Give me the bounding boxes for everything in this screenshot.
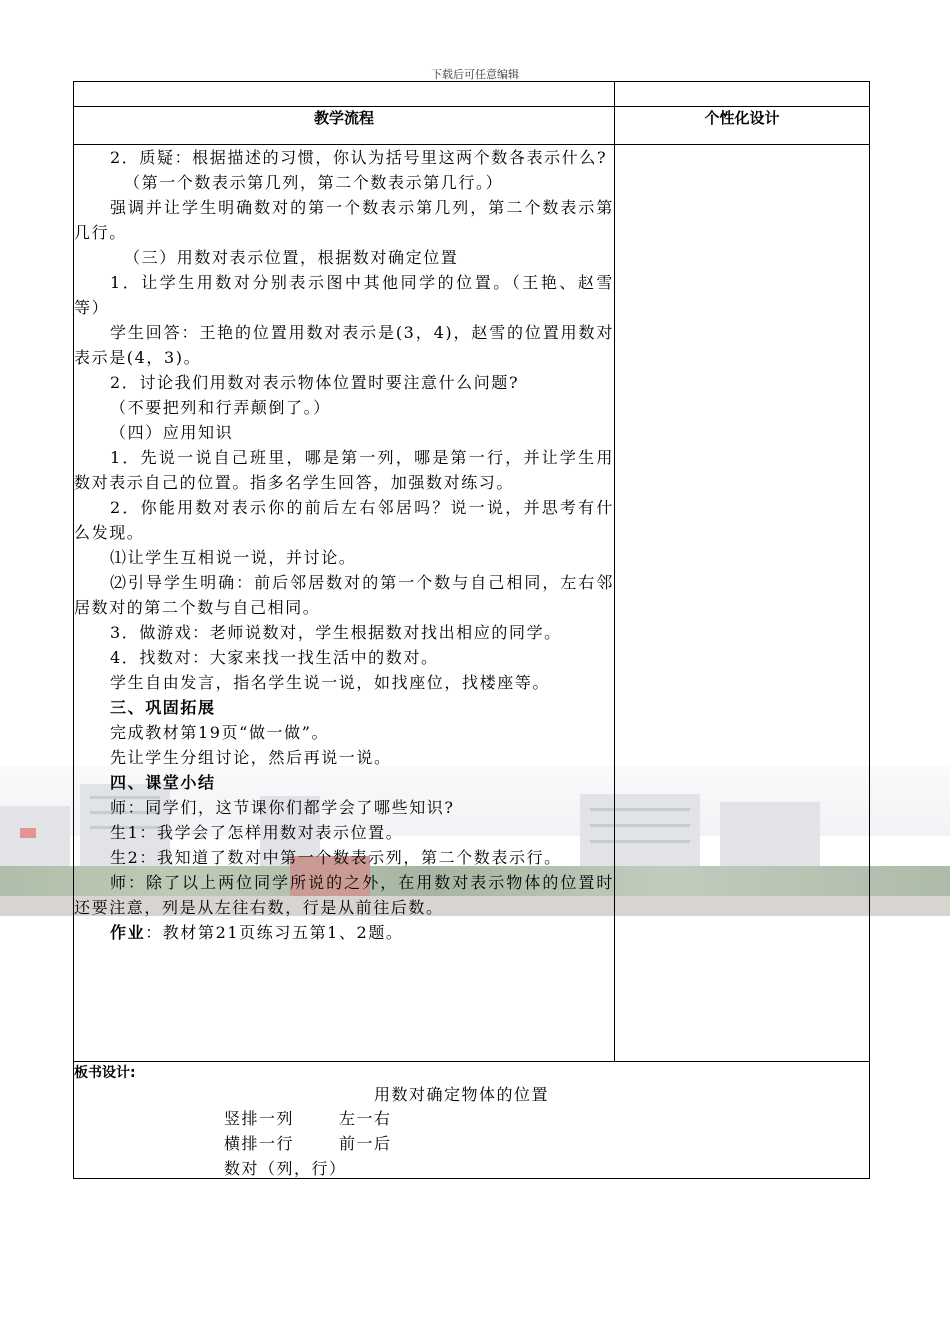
content-paragraph: ⑴让学生互相说一说，并讨论。 [110,548,357,567]
content-paragraph: 师：同学们，这节课你们都学会了哪些知识? [110,798,455,817]
homework-label: 作业 [110,923,146,942]
content-paragraph [74,920,614,945]
section-heading: 三、巩固拓展 [110,698,216,717]
content-paragraph: （三）用数对表示位置，根据数对确定位置 [124,248,459,267]
content-paragraph: 完成教材第19页“做一做”。 [110,723,330,742]
teaching-process-content [74,145,615,1062]
board-line [224,1106,392,1129]
content-paragraph: 先让学生分组讨论，然后再说一说。 [110,748,392,767]
content-paragraph: 4．找数对：大家来找一找生活中的数对。 [110,648,439,667]
section-heading: 四、课堂小结 [110,773,216,792]
board-line-right: 前一后 [339,1134,392,1153]
content-paragraph: 2．你能用数对表示你的前后左右邻居吗？说一说，并思考有什么发现。 [74,498,614,542]
content-paragraph: 学生回答：王艳的位置用数对表示是(3，4)，赵雪的位置用数对表示是(4，3)。 [74,323,614,367]
blackboard-design [74,1062,870,1179]
content-paragraph [74,695,614,720]
content-paragraph: 2．讨论我们用数对表示物体位置时要注意什么问题? [110,373,520,392]
board-line-right: 左一右 [339,1109,392,1128]
content-paragraph: 2．质疑：根据描述的习惯，你认为括号里这两个数各表示什么? [110,148,608,167]
content-paragraph: 强调并让学生明确数对的第一个数表示第几列，第二个数表示第几行。 [74,198,614,242]
header-teaching-process: 教学流程 [74,107,615,145]
empty-cell-right [615,82,870,107]
empty-cell-left [74,82,615,107]
homework-text: ：教材第21页练习五第1、2题。 [145,923,404,942]
header-personal-design: 个性化设计 [615,107,870,145]
content-paragraph: 学生自由发言，指名学生说一说，如找座位，找楼座等。 [110,673,551,692]
board-label: 板书设计: [74,1065,136,1081]
content-paragraph: 1．先说一说自己班里，哪是第一列，哪是第一行，并让学生用数对表示自己的位置。指多名学生回答，加强数对练习。 [74,448,614,492]
lesson-table [73,81,870,1179]
content-paragraph: （四）应用知识 [110,423,234,442]
content-paragraph: 1．让学生用数对分别表示图中其他同学的位置。（王艳、赵雪等） [74,273,614,317]
content-paragraph: 生2：我知道了数对中第一个数表示列，第二个数表示行。 [110,848,562,867]
board-line-left: 横排一行 [224,1134,295,1153]
content-paragraph: （第一个数表示第几列，第二个数表示第几行。） [124,173,504,192]
board-line-left: 数对（列，行） [224,1159,347,1178]
personal-design-content [615,145,870,1062]
board-line [224,1131,392,1154]
content-paragraph: 生1：我学会了怎样用数对表示位置。 [110,823,404,842]
board-line [224,1156,347,1179]
board-title: 用数对确定物体的位置 [374,1085,550,1104]
content-paragraph: ⑵引导学生明确：前后邻居数对的第一个数与自己相同，左右邻居数对的第二个数与自己相同。 [74,573,614,617]
content-paragraph: 3．做游戏：老师说数对，学生根据数对找出相应的同学。 [110,623,562,642]
content-paragraph [74,770,614,795]
page-header-note: 下载后可任意编辑 [431,68,519,81]
content-paragraph: （不要把列和行弄颠倒了。） [110,398,331,417]
content-paragraph: 师：除了以上两位同学所说的之外，在用数对表示物体的位置时还要注意，列是从左往右数，行是从前往后数。 [74,873,614,917]
board-line-left: 竖排一列 [224,1109,295,1128]
